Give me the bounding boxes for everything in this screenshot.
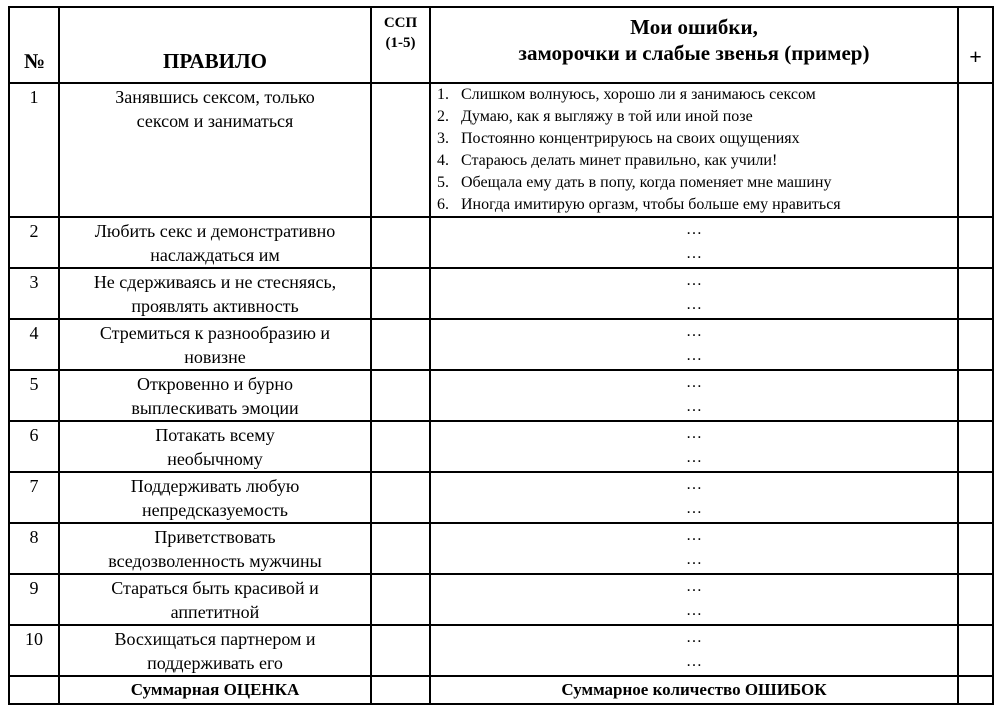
ellipsis-placeholder: … <box>686 629 702 646</box>
list-item <box>437 128 957 150</box>
ellipsis-placeholder: … <box>686 578 702 595</box>
errors-cell[interactable] <box>430 217 958 268</box>
table-row <box>9 421 993 472</box>
ellipsis-placeholder: … <box>686 245 702 262</box>
ssp-score-cell[interactable] <box>371 574 430 625</box>
table-row <box>9 574 993 625</box>
rule-cell <box>59 319 371 370</box>
ellipsis-placeholder: … <box>686 476 702 493</box>
table-row <box>9 472 993 523</box>
rule-cell <box>59 370 371 421</box>
rule-cell <box>59 83 371 217</box>
ssp-score-cell[interactable] <box>371 217 430 268</box>
ellipsis-placeholder: … <box>686 323 702 340</box>
ellipsis-placeholder: … <box>686 425 702 442</box>
errors-cell[interactable] <box>430 83 958 217</box>
rule-text-line: Любить секс и демонстративно <box>94 221 336 241</box>
table-row <box>9 83 993 217</box>
table-row <box>9 523 993 574</box>
summary-rating-label: Суммарная ОЦЕНКА <box>59 676 371 704</box>
row-number: 1 <box>9 83 59 217</box>
plus-cell[interactable] <box>958 625 993 676</box>
ssp-score-cell[interactable] <box>371 523 430 574</box>
ellipsis-placeholder: … <box>686 347 702 364</box>
row-number: 2 <box>9 217 59 268</box>
list-item-number: 4. <box>437 152 449 169</box>
ellipsis-placeholder: … <box>686 500 702 517</box>
plus-cell[interactable] <box>958 319 993 370</box>
rule-cell <box>59 574 371 625</box>
ssp-score-cell[interactable] <box>371 83 430 217</box>
header-ssp-range: (1-5) <box>385 35 416 51</box>
rule-text-line: Приветствовать <box>154 527 276 547</box>
ssp-score-cell[interactable] <box>371 268 430 319</box>
plus-cell[interactable] <box>958 268 993 319</box>
list-item-text: Думаю, как я выгляжу в той или иной позе <box>461 108 753 125</box>
errors-cell[interactable] <box>430 625 958 676</box>
rule-text-line: выплескивать эмоции <box>131 398 299 418</box>
list-item-number: 3. <box>437 130 449 147</box>
ellipsis-placeholder: … <box>686 221 702 238</box>
ellipsis-placeholder: … <box>686 272 702 289</box>
table-header-row <box>9 7 993 83</box>
rule-text-line: сексом и заниматься <box>136 111 294 131</box>
errors-cell[interactable] <box>430 523 958 574</box>
ellipsis-placeholder: … <box>686 449 702 466</box>
rule-text-line: Восхищаться партнером и <box>114 629 316 649</box>
list-item <box>437 150 957 172</box>
row-number: 10 <box>9 625 59 676</box>
rule-text-line: наслаждаться им <box>150 245 280 265</box>
row-number: 3 <box>9 268 59 319</box>
table-row <box>9 319 993 370</box>
rule-text-line: необычному <box>167 449 263 469</box>
rule-text-line: Занявшись сексом, только <box>115 87 315 107</box>
table-row <box>9 370 993 421</box>
list-item-text: Иногда имитирую оргазм, чтобы больше ему нравиться <box>461 196 841 213</box>
summary-num-cell <box>9 676 59 704</box>
errors-cell[interactable] <box>430 472 958 523</box>
list-item-text: Слишком волнуюсь, хорошо ли я занимаюсь сексом <box>461 86 816 103</box>
rules-table <box>8 6 994 705</box>
ellipsis-placeholder: … <box>686 602 702 619</box>
errors-list <box>431 84 957 216</box>
rule-text-line: Не сдерживаясь и не стесняясь, <box>93 272 337 292</box>
ellipsis-placeholder: … <box>686 398 702 415</box>
header-errors <box>430 7 958 83</box>
row-number: 5 <box>9 370 59 421</box>
summary-ssp-cell[interactable] <box>371 676 430 704</box>
summary-row <box>9 676 993 704</box>
ellipsis-placeholder: … <box>686 653 702 670</box>
row-number: 7 <box>9 472 59 523</box>
plus-cell[interactable] <box>958 421 993 472</box>
list-item-text: Обещала ему дать в попу, когда поменяет мне машину <box>461 174 832 191</box>
rule-text-line: Стремиться к разнообразию и <box>99 323 331 343</box>
rule-text-line: поддерживать его <box>147 653 283 673</box>
header-num: № <box>9 7 59 83</box>
ssp-score-cell[interactable] <box>371 421 430 472</box>
rule-text-line: Откровенно и бурно <box>137 374 293 394</box>
errors-cell[interactable] <box>430 370 958 421</box>
list-item <box>437 194 957 216</box>
ssp-score-cell[interactable] <box>371 472 430 523</box>
plus-cell[interactable] <box>958 523 993 574</box>
header-errors-line2: заморочки и слабые звенья (пример) <box>518 41 870 65</box>
list-item <box>437 106 957 128</box>
rule-cell <box>59 217 371 268</box>
rule-text-line: Потакать всему <box>155 425 275 445</box>
list-item-number: 2. <box>437 108 449 125</box>
list-item-text: Стараюсь делать минет правильно, как учили! <box>461 152 778 169</box>
plus-cell[interactable] <box>958 574 993 625</box>
errors-cell[interactable] <box>430 319 958 370</box>
errors-cell[interactable] <box>430 421 958 472</box>
rule-text-line: аппетитной <box>170 602 260 622</box>
rule-cell <box>59 472 371 523</box>
ssp-score-cell[interactable] <box>371 319 430 370</box>
table-row <box>9 268 993 319</box>
ssp-score-cell[interactable] <box>371 625 430 676</box>
ssp-score-cell[interactable] <box>371 370 430 421</box>
rule-text-line: новизне <box>184 347 246 367</box>
list-item-number: 5. <box>437 174 449 191</box>
rule-text-line: Поддерживать любую <box>130 476 300 496</box>
rule-text-line: проявлять активность <box>131 296 299 316</box>
plus-cell[interactable] <box>958 217 993 268</box>
row-number: 9 <box>9 574 59 625</box>
errors-cell[interactable] <box>430 574 958 625</box>
header-plus: + <box>958 7 993 83</box>
ellipsis-placeholder: … <box>686 527 702 544</box>
rule-cell <box>59 421 371 472</box>
rule-cell <box>59 268 371 319</box>
header-rule: ПРАВИЛО <box>59 7 371 83</box>
plus-cell[interactable] <box>958 83 993 217</box>
rule-cell <box>59 523 371 574</box>
summary-errors-label: Суммарное количество ОШИБОК <box>430 676 958 704</box>
ellipsis-placeholder: … <box>686 296 702 313</box>
list-item <box>437 84 957 106</box>
list-item-number: 6. <box>437 196 449 213</box>
summary-plus-cell[interactable] <box>958 676 993 704</box>
header-ssp <box>371 7 430 83</box>
header-ssp-title: ССП <box>383 15 418 31</box>
rule-text-line: непредсказуемость <box>141 500 288 520</box>
ellipsis-placeholder: … <box>686 551 702 568</box>
list-item-number: 1. <box>437 86 449 103</box>
rules-document <box>8 6 992 705</box>
plus-cell[interactable] <box>958 472 993 523</box>
ellipsis-placeholder: … <box>686 374 702 391</box>
row-number: 8 <box>9 523 59 574</box>
errors-cell[interactable] <box>430 268 958 319</box>
table-row <box>9 217 993 268</box>
header-errors-line1: Мои ошибки, <box>630 15 758 39</box>
rule-cell <box>59 625 371 676</box>
table-row <box>9 625 993 676</box>
rule-text-line: вседозволенность мужчины <box>108 551 322 571</box>
plus-cell[interactable] <box>958 370 993 421</box>
row-number: 4 <box>9 319 59 370</box>
list-item-text: Постоянно концентрируюсь на своих ощущениях <box>461 130 800 147</box>
rule-text-line: Стараться быть красивой и <box>111 578 319 598</box>
row-number: 6 <box>9 421 59 472</box>
list-item <box>437 172 957 194</box>
